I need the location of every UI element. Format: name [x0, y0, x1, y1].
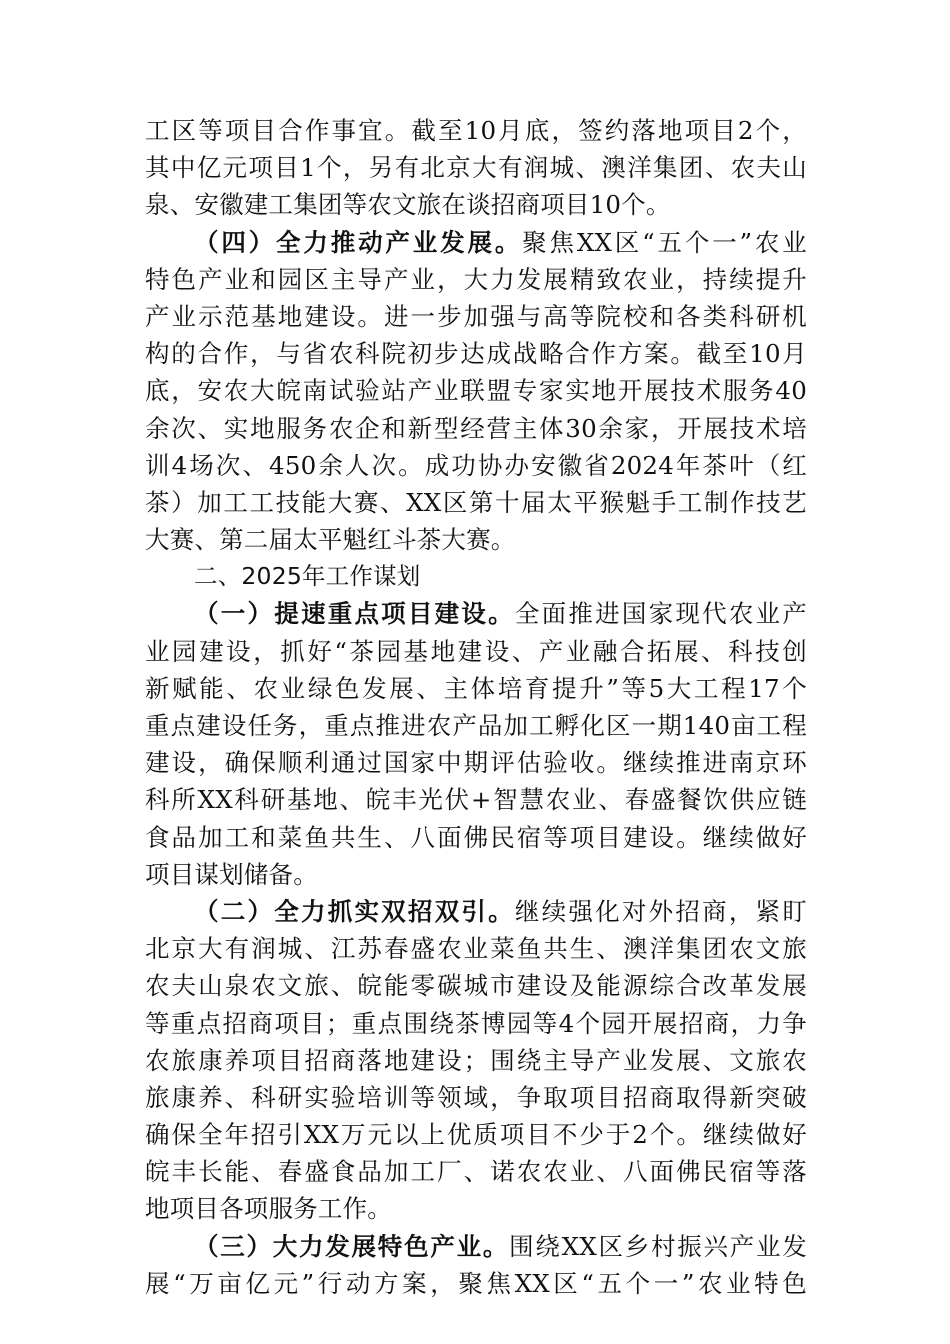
- section-lead: （一）提速重点项目建设。: [194, 599, 515, 629]
- paragraph-4: [145, 893, 807, 1228]
- text-line: 农夫山泉农文旅、皖能零碳城市建设及能源综合改革发展: [145, 971, 807, 1001]
- text-line: 皖丰长能、春盛食品加工厂、诺农农业、八面佛民宿等落: [145, 1157, 807, 1187]
- section-lead: （三）大力发展特色产业。: [194, 1231, 510, 1261]
- text-line: [145, 595, 807, 632]
- text-line: 训4场次、450余人次。成功协办安徽省2024年茶叶（红: [145, 450, 807, 480]
- text-line: [145, 1228, 807, 1265]
- text-line: 北京大有润城、江苏春盛农业菜鱼共生、澳洋集团农文旅: [145, 934, 807, 964]
- text-line: 等重点招商项目；重点围绕茶博园等4个园开展招商，力争: [145, 1008, 807, 1038]
- text-line: 其中亿元项目1个，另有北京大有润城、澳洋集团、农夫山: [145, 153, 807, 183]
- text-line: 新赋能、农业绿色发展、主体培育提升”等5大工程17个: [145, 673, 807, 703]
- text-line: 产业示范基地建设。进一步加强与高等院校和各类科研机: [145, 301, 807, 331]
- paragraph-2: [145, 224, 807, 559]
- paragraph-5: [145, 1228, 807, 1302]
- text-line: 茶）加工工技能大赛、XX区第十届太平猴魁手工制作技艺: [145, 487, 807, 517]
- text-line: 农旅康养项目招商落地建设；围绕主导产业发展、文旅农: [145, 1045, 807, 1075]
- text-line: [145, 893, 807, 930]
- text-line: [145, 224, 807, 261]
- document-body: [145, 112, 807, 1302]
- text-line: 确保全年招引XX万元以上优质项目不少于2个。继续做好: [145, 1120, 807, 1150]
- text-line: 业园建设，抓好“茶园基地建设、产业融合拓展、科技创: [145, 636, 807, 666]
- text-line: 特色产业和园区主导产业，大力发展精致农业，持续提升: [145, 264, 807, 294]
- text-run: 聚焦XX区“五个一”农业: [522, 227, 807, 257]
- text-line: 泉、安徽建工集团等农文旅在谈招商项目10个。: [145, 190, 671, 220]
- text-run: 继续强化对外招商，紧盯: [514, 896, 807, 926]
- text-line: 大赛、第二届太平魁红斗茶大赛。: [145, 525, 516, 555]
- text-line: 构的合作，与省农科院初步达成战略合作方案。截至10月: [145, 339, 807, 369]
- paragraph-1: [145, 112, 807, 224]
- text-line: 建设，确保顺利通过国家中期评估验收。继续推进南京环: [145, 748, 807, 778]
- text-line: 底，安农大皖南试验站产业联盟专家实地开展技术服务40: [145, 376, 807, 406]
- text-line: 科所XX科研基地、皖丰光伏+智慧农业、春盛餐饮供应链: [145, 785, 807, 815]
- text-line: 食品加工和菜鱼共生、八面佛民宿等项目建设。继续做好: [145, 822, 807, 852]
- text-line: 工区等项目合作事宜。截至10月底，签约落地项目2个，: [145, 116, 807, 145]
- text-run: 围绕XX区乡村振兴产业发: [509, 1231, 807, 1261]
- text-line: 旅康养、科研实验培训等领域，争取项目招商取得新突破: [145, 1082, 807, 1112]
- text-line: 重点建设任务，重点推进农产品加工孵化区一期140亩工程: [145, 711, 807, 740]
- section-lead: （二）全力抓实双招双引。: [194, 896, 515, 926]
- text-line: 地项目各项服务工作。: [145, 1194, 392, 1224]
- paragraph-3: [145, 595, 807, 893]
- text-line: 项目谋划储备。: [145, 859, 318, 889]
- text-line: 余次、实地服务农企和新型经营主体30余家，开展技术培: [145, 413, 807, 443]
- text-run: 全面推进国家现代农业产: [514, 599, 807, 629]
- section-lead: （四）全力推动产业发展。: [194, 227, 523, 257]
- text-line: 展“万亩亿元”行动方案，聚焦XX区“五个一”农业特色: [145, 1268, 807, 1298]
- section-heading: 二、2025年工作谋划: [194, 562, 421, 591]
